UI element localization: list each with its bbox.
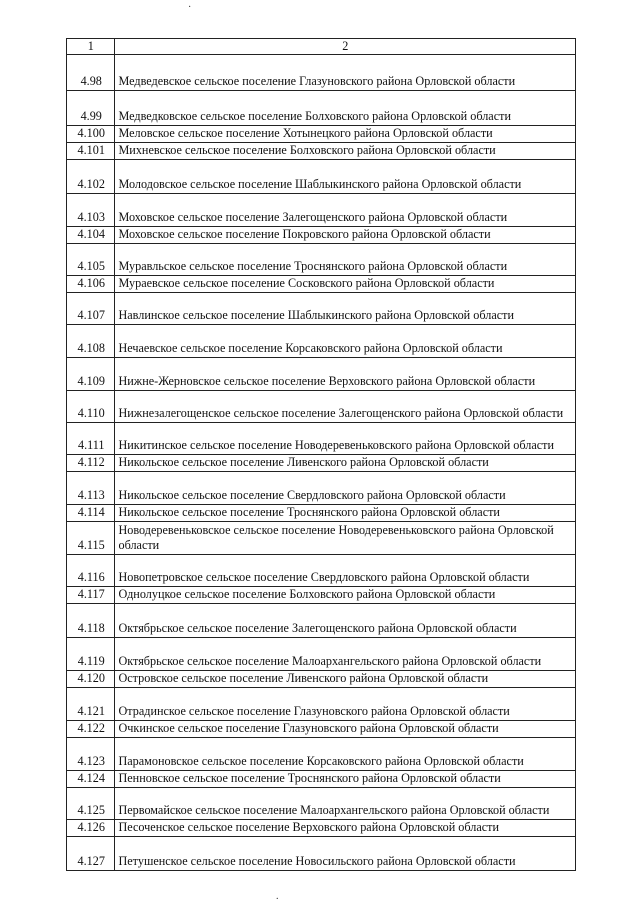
row-number: 4.103 <box>67 194 115 227</box>
row-number: 4.98 <box>67 55 115 91</box>
settlement-name: Медведевское сельское поселение Глазуновского района Орловской области <box>115 55 576 91</box>
settlement-name: Молодовское сельское поселение Шаблыкинского района Орловской области <box>115 160 576 194</box>
settlement-name: Моховское сельское поселение Покровского района Орловской области <box>115 227 576 244</box>
scan-speck-bottom: . <box>276 891 279 902</box>
table-row <box>67 227 576 244</box>
row-number: 4.126 <box>67 820 115 837</box>
row-number: 4.116 <box>67 555 115 587</box>
table-row <box>67 91 576 126</box>
settlement-name: Навлинское сельское поселение Шаблыкинского района Орловской области <box>115 293 576 325</box>
table-header-row <box>67 39 576 55</box>
row-number: 4.127 <box>67 837 115 871</box>
table-row <box>67 522 576 555</box>
settlement-name: Мураевское сельское поселение Сосковского района Орловской области <box>115 276 576 293</box>
row-number: 4.102 <box>67 160 115 194</box>
row-number: 4.123 <box>67 738 115 771</box>
table-row <box>67 688 576 721</box>
settlement-name: Михневское сельское поселение Болховского района Орловской области <box>115 143 576 160</box>
table-row <box>67 587 576 604</box>
row-number: 4.107 <box>67 293 115 325</box>
settlement-name: Первомайское сельское поселение Малоархангельского района Орловской области <box>115 788 576 820</box>
row-number: 4.104 <box>67 227 115 244</box>
settlement-name: Меловское сельское поселение Хотынецкого района Орловской области <box>115 126 576 143</box>
table-row <box>67 126 576 143</box>
settlement-name: Парамоновское сельское поселение Корсаковского района Орловской области <box>115 738 576 771</box>
row-number: 4.113 <box>67 472 115 505</box>
settlement-name: Муравльское сельское поселение Троснянского района Орловской области <box>115 244 576 276</box>
row-number: 4.125 <box>67 788 115 820</box>
row-number: 4.114 <box>67 505 115 522</box>
table-row <box>67 293 576 325</box>
settlement-name: Новодеревеньковское сельское поселение Новодеревеньковского района Орловской области <box>115 522 576 555</box>
table-row <box>67 721 576 738</box>
row-number: 4.124 <box>67 771 115 788</box>
table-row <box>67 671 576 688</box>
row-number: 4.110 <box>67 391 115 423</box>
row-number: 4.118 <box>67 604 115 638</box>
table-row <box>67 276 576 293</box>
row-number: 4.101 <box>67 143 115 160</box>
settlement-name: Островское сельское поселение Ливенского района Орловской области <box>115 671 576 688</box>
row-number: 4.115 <box>67 522 115 555</box>
header-column-number: 1 <box>67 39 115 55</box>
table-row <box>67 160 576 194</box>
scan-speck-top: · <box>188 2 192 13</box>
table-row <box>67 604 576 638</box>
row-number: 4.119 <box>67 638 115 671</box>
row-number: 4.108 <box>67 325 115 358</box>
table-row <box>67 423 576 455</box>
row-number: 4.99 <box>67 91 115 126</box>
settlement-name: Медведковское сельское поселение Болховского района Орловской области <box>115 91 576 126</box>
row-number: 4.120 <box>67 671 115 688</box>
settlement-name: Отрадинское сельское поселение Глазуновского района Орловской области <box>115 688 576 721</box>
table-row <box>67 788 576 820</box>
settlements-table <box>66 38 576 871</box>
table-row <box>67 55 576 91</box>
settlement-name: Моховское сельское поселение Залегощенского района Орловской области <box>115 194 576 227</box>
table-row <box>67 837 576 871</box>
table-row <box>67 455 576 472</box>
settlement-name: Очкинское сельское поселение Глазуновского района Орловской области <box>115 721 576 738</box>
row-number: 4.117 <box>67 587 115 604</box>
table-row <box>67 358 576 391</box>
table-row <box>67 391 576 423</box>
settlement-name: Никольское сельское поселение Ливенского района Орловской области <box>115 455 576 472</box>
table-row <box>67 325 576 358</box>
settlement-name: Пенновское сельское поселение Троснянского района Орловской области <box>115 771 576 788</box>
row-number: 4.121 <box>67 688 115 721</box>
table-row <box>67 505 576 522</box>
row-number: 4.122 <box>67 721 115 738</box>
settlement-name: Никольское сельское поселение Троснянского района Орловской области <box>115 505 576 522</box>
row-number: 4.100 <box>67 126 115 143</box>
settlement-name: Нечаевское сельское поселение Корсаковского района Орловской области <box>115 325 576 358</box>
row-number: 4.105 <box>67 244 115 276</box>
row-number: 4.106 <box>67 276 115 293</box>
settlement-name: Петушенское сельское поселение Новосильского района Орловской области <box>115 837 576 871</box>
settlement-name: Никитинское сельское поселение Новодеревеньковского района Орловской области <box>115 423 576 455</box>
table-row <box>67 771 576 788</box>
table-body <box>67 39 576 871</box>
settlement-name: Новопетровское сельское поселение Свердловского района Орловской области <box>115 555 576 587</box>
settlement-name: Нижне-Жерновское сельское поселение Верховского района Орловской области <box>115 358 576 391</box>
settlement-name: Октябрьское сельское поселение Малоархангельского района Орловской области <box>115 638 576 671</box>
row-number: 4.111 <box>67 423 115 455</box>
table-row <box>67 143 576 160</box>
header-column-name: 2 <box>115 39 576 55</box>
settlement-name: Никольское сельское поселение Свердловского района Орловской области <box>115 472 576 505</box>
row-number: 4.109 <box>67 358 115 391</box>
table-row <box>67 244 576 276</box>
table-row <box>67 194 576 227</box>
settlement-name: Нижнезалегощенское сельское поселение Залегощенского района Орловской области <box>115 391 576 423</box>
settlement-name: Октябрьское сельское поселение Залегощенского района Орловской области <box>115 604 576 638</box>
table-row <box>67 472 576 505</box>
table-row <box>67 555 576 587</box>
table-row <box>67 638 576 671</box>
table-row <box>67 820 576 837</box>
settlement-name: Однолуцкое сельское поселение Болховского района Орловской области <box>115 587 576 604</box>
table-row <box>67 738 576 771</box>
row-number: 4.112 <box>67 455 115 472</box>
settlement-name: Песоченское сельское поселение Верховского района Орловской области <box>115 820 576 837</box>
